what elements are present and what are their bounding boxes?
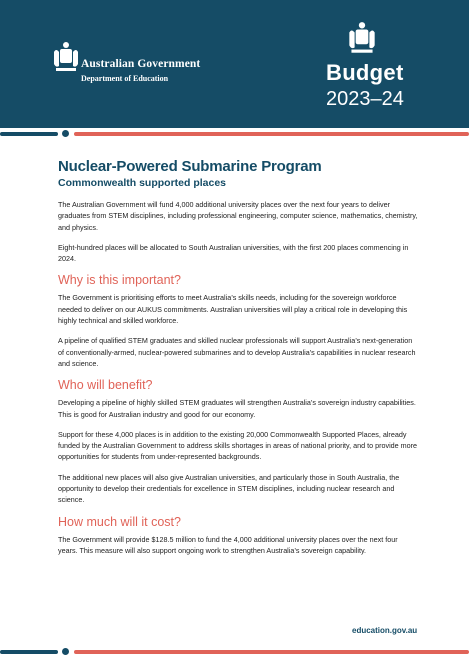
budget-label: Budget [326,60,404,85]
main-content [58,158,418,565]
section-heading-cost: How much will it cost? [58,514,181,529]
top-divider [0,130,469,138]
page-subtitle: Commonwealth supported places [58,177,227,189]
section-paragraph: A pipeline of qualified STEM graduates and skilled nuclear professionals will support Australia’s next-generation of conventionally-armed, nuclear-powered submarines and to develop Australia’s capabilities in nuclear research and science. [58,336,416,368]
section-paragraph: Developing a pipeline of highly skilled STEM graduates will strengthen Australia’s sovereign industry capabilities. This is good for Australian industry and good for our economy. [58,398,416,419]
header-banner [0,0,469,128]
section-paragraph: The Government will provide $128.5 million to fund the 4,000 additional university places over the next four years. This measure will also support ongoing work to strengthen Australia’s sovereign capability. [58,534,398,555]
section-paragraph: The additional new places will also give Australian universities, and particularly those in South Australia, the opportunity to develop their credentials for excellence in STEM disciplines, including nuclear research and science. [58,472,400,505]
government-name: Australian Government [81,58,201,70]
coat-of-arms-icon [342,20,382,58]
page-title: Nuclear-Powered Submarine Program [58,158,322,175]
section-paragraph: The Government is prioritising efforts to meet Australia’s skills needs, including for the sovereign workforce needed to deliver on our AUKUS commitments. Australian universities will play a critical role in developing this highly technical and skilled workforce. [58,293,408,326]
government-logo-text [81,58,200,83]
intro-paragraph: Eight-hundred places will be allocated to South Australian universities, with the first 200 places commencing in 2024. [58,242,409,264]
bottom-divider [0,648,469,656]
section-heading-why: Why is this important? [58,273,181,288]
intro-paragraph: The Australian Government will fund 4,000 additional university places over the next four years to deliver graduates from STEM disciplines, including professional engineering, computer science, mathematics, chemistry, and physics. [58,200,418,232]
department-name: Department of Education [81,74,169,83]
section-heading-who: Who will benefit? [58,378,153,393]
section-paragraph: Support for these 4,000 places is in addition to the existing 20,000 Commonwealth Supported Places, already funded by the Australian Government to address skills shortages in areas of national priority, and to provide more opportunities for students from under-represented backgrounds. [58,429,418,462]
budget-year: 2023–24 [326,88,404,110]
coat-of-arms-icon [52,40,80,76]
footer-website-link[interactable]: education.gov.au [352,626,418,635]
